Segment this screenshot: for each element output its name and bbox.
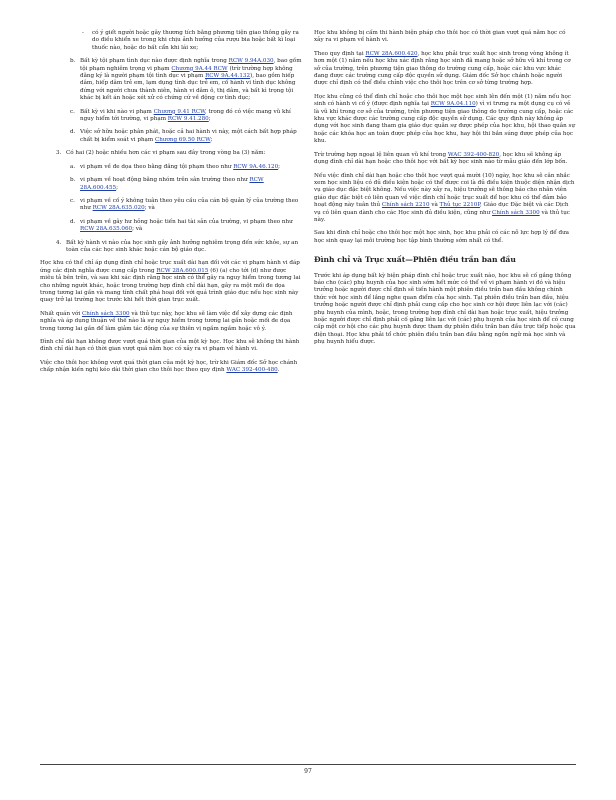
- paragraph-text: Trừ trường hợp ngoại lệ liên quan vũ khí trong: [314, 151, 447, 158]
- list-marker: b.: [70, 58, 76, 65]
- rcw-28a-635-060-link[interactable]: RCW 28A.635.060: [80, 226, 133, 233]
- paragraph: [40, 360, 302, 375]
- list-item-3a: [40, 164, 302, 171]
- footer-divider: [40, 764, 576, 765]
- paragraph: Đình chỉ dài hạn không được vượt quá thời gian của một kỳ học. Học khu sẽ không thi hành đình chỉ dài hạn có thời gian vượt quá năm học có xảy ra vi phạm về hành vi.: [40, 339, 300, 353]
- list-marker: 3.: [56, 150, 62, 157]
- item-3d-text: vi phạm về gây hư hỏng hoặc tiến hai tài sản của trường, vi phạm theo như: [80, 218, 293, 225]
- policy-2210-link[interactable]: Chính sách 2210: [381, 202, 430, 209]
- item-b-text: Bất kỳ tội phạm tình dục nào được định nghĩa trong: [80, 58, 227, 65]
- list-marker: c.: [70, 197, 75, 204]
- item-4-text: Bất kỳ hành vi nào của học sinh gây ảnh hưởng nghiêm trọng đến sức khỏe, sự an toàn của các học sinh khác hoặc cán bộ giáo dục.: [66, 239, 299, 253]
- rcw-9-41-280-link[interactable]: RCW 9.41.280: [167, 116, 209, 123]
- rcw-28a-600-455-link[interactable]: RCW 28A.600.455: [80, 177, 264, 191]
- paragraph-text-2: , học khu sẽ không áp dụng đình chỉ dài hạn hoặc cho thôi học với bất kỳ học sinh nào từ mẫu giáo đến lớp bốn.: [314, 151, 568, 166]
- list-marker: a.: [70, 163, 76, 170]
- list-item-4: [40, 240, 302, 255]
- policy-3300-link[interactable]: Chính sách 3300: [492, 209, 540, 216]
- paragraph-text-2: và: [431, 202, 438, 209]
- chapter-9a-44-link[interactable]: Chương 9A.44 RCW: [171, 65, 228, 72]
- item-c-text-2: , trong đó có việc mang vũ khí nguy hiểm tới trường, vi phạm: [80, 108, 291, 123]
- paragraph-text-2: (6) (a) cho tới (d) như được miêu tả bên trên, và sau khi xác định rằng học sinh có thể gây ra nguy hiểm trong tương lai cho những người khác, hoặc trong trường hợp đình chỉ dài hạn, gây ra một mối đe dọa trong tương lai gần và mang tính chất phá hoại đối với quá trình giáo dục nếu học sinh này quay trở lại trường học trước khi hết thời gian trục xuất.: [40, 267, 301, 304]
- paragraph: [314, 94, 576, 146]
- item-3a-text: vi phạm về đe dọa theo bằng đăng tội phạm theo như: [80, 163, 232, 170]
- list-marker: d.: [70, 218, 76, 225]
- list-marker: c.: [70, 108, 75, 115]
- paragraph-text: Việc cho thôi học không vượt quá thời gian của một kỳ học, trừ khi Giám đốc Sở học chánh chấp nhận kiến nghị kéo dài thời gian cho thôi học theo quy định: [40, 359, 298, 374]
- item-c-text: Bất kỳ vi khi nào vi phạm: [80, 108, 152, 115]
- paragraph-text-2: , học khu phải trục xuất học sinh trong vòng không ít hơn một (1) năm nếu học khu xác định rằng học sinh đã mang hoặc sở hữu vũ khí trong cơ sở của trường, trên phương tiện giao thông do trường cung cấp, hoặc các khu vực khác đang được các trường cung cấp độc quyền sử dụng. Giám đốc Sở học chánh hoặc người được chỉ định có thể điều chỉnh việc cho thôi học trên cơ sở từng trường hợp.: [314, 50, 571, 87]
- chapter-9-41-link[interactable]: Chương 9.41 RCW: [153, 108, 205, 115]
- item-3b-text: vi phạm về hoạt động băng nhóm trên sân trường theo như: [80, 177, 248, 184]
- paragraph: [314, 152, 576, 167]
- rcw-28a-600-015-link[interactable]: RCW 28A.600.015: [156, 267, 209, 274]
- paragraph: Trước khi áp dụng bất kỳ biện pháp đình chỉ hoặc trục xuất nào, học khu sẽ cố gắng thông báo cho (các) phụ huynh của học sinh sớm hết mức có thể về vi phạm hành vi đó và hiệu trưởng hoặc người được chỉ định sẽ tiến hành một phiên điều trần ban đầu không chính thức với học sinh để lắng nghe quan điểm của học sinh. Tại phiên điều trần ban đầu, hiệu trưởng hoặc người được chỉ định phải cung cấp cho học sinh cơ hội được liên lạc với (các) phụ huynh của mình, hoặc, trong trường hợp đình chỉ dài hạn hoặc trục xuất, hiệu trưởng hoặc người được chỉ định phải cố gắng liên lạc với (các) phụ huynh của học sinh để có cung cấp một cơ hội cho các phụ huynh được tham dự phiên điều trần ban đầu trực tiếp hoặc qua điện thoại. Học khu phải tổ chức phiên điều trần ban đầu bằng ngôn ngữ mà học sinh và phụ huynh hiểu được.: [314, 272, 576, 346]
- paragraph: Học khu không bị cấm thi hành biện pháp cho thôi học có thời gian vượt quá năm học có xảy ra vi phạm về hành vi.: [314, 30, 566, 44]
- list-item-3b: [40, 177, 302, 192]
- paragraph-text-2: .: [277, 367, 280, 374]
- item-3-text: Có hai (2) hoặc nhiều hơn các vi phạm sau đây trong vòng ba (3) năm:: [66, 150, 266, 157]
- item-b-text-2: , bao gồm tội phạm nghiêm trọng vi phạm: [80, 58, 302, 72]
- item-3d-text-2: ; và: [132, 226, 143, 233]
- paragraph: [314, 173, 576, 225]
- item-3a-text-2: ;: [278, 163, 281, 170]
- list-item-d: [40, 129, 302, 144]
- wac-392-400-480-link[interactable]: WAC 392-400-480: [226, 367, 278, 374]
- paragraph-text-4: và thủ tục này.: [314, 209, 570, 223]
- list-item-3d: [40, 219, 302, 234]
- item-c-text-3: ;: [208, 116, 211, 123]
- item-d-text: Việc sở hữu hoặc phân phát, hoặc cả hai hành vi này, một cách bất hợp pháp chất bị kiểm soát vi phạm: [80, 129, 297, 143]
- paragraph-text: Học khu cũng có thể đình chỉ hoặc cho thôi học một học sinh lên đến một (1) năm nếu học sinh có hành vi cố ý (được định nghĩa tại: [314, 93, 572, 108]
- paragraph-text: Nếu việc đình chỉ dài hạn hoặc cho thôi học vượt quá mười (10) ngày, học khu sẽ cân nhắc xem học sinh liệu có đủ điều kiện hoặc có thể được coi là đủ điều kiện thuộc diện nhận dịch vụ giáo dục đặc biệt không. Nếu việc này xảy ra, hiệu trưởng sẽ thông báo cho nhân viên giáo dục đặc biệt có liên quan về việc đình chỉ hoặc trục xuất để học khu có thể đảm bảo hoạt động này tuân thủ: [314, 172, 575, 209]
- item-3b-text-2: ;: [116, 184, 118, 191]
- item-b-text-4: ), bao gồm hiếp dâm, hiếp dâm trẻ em, lạm dụng tình dục trẻ em, cố hành vi tình dục không đứng với người chưa thành niên, hành vi dâm ô, thị dâm, và bất kì trọng tội khác bị kết án hoặc xét xử có chứng cứ về động cơ tình dục;: [80, 73, 296, 102]
- item-d-text-2: ;: [210, 136, 213, 143]
- rcw-9a-44-132-link[interactable]: RCW 9A.44.132: [205, 73, 251, 80]
- paragraph-text-3: , Giáo dục Đặc biệt và các Dịch vụ có liên quan dành cho các Học sinh đủ điều kiện, cũng như: [314, 202, 569, 216]
- rcw-28a-635-020-link[interactable]: RCW 28A.635.020: [92, 205, 145, 212]
- paragraph: [40, 311, 302, 333]
- paragraph-text-2: và thủ tục này, học khu sẽ làm việc để xây dựng các định nghĩa và áp dụng thuận về thế nào là sự nguy hiểm trong tương lai gần hoặc mối đe dọa trong tương lai gần để làm giảm tác động của sự thiên vị ngầm ngầm hoặc vô ý.: [40, 310, 293, 332]
- paragraph: [40, 260, 302, 304]
- paragraph: [314, 51, 576, 88]
- item-3c-text: vi phạm về cố ý không tuân theo yêu cầu của cán bộ quản lý của trường theo như: [80, 197, 299, 212]
- rcw-9a-04-110-link[interactable]: RCW 9A.04.110: [430, 101, 476, 108]
- paragraph-text-2: ) vì vi trưng ra một dụng cụ có vẻ là vũ khí trong cơ sở của trường, trên phương tiện giao thông do trường cung cấp, hoặc các khu vực khác được các trường cung cấp độc quyền sử dụng. Các quy định này không áp dụng với học sinh đang tham gia giáo dục quân sự được phép của học khu, hội thao quân sự hoặc các khóa học an toàn được phép của học khu, hay hội thi bắn súng được phép của học khu.: [314, 101, 575, 145]
- dash-list-item: [40, 30, 302, 52]
- paragraph-text: Nhất quán với: [40, 310, 81, 317]
- wac-392-400-820-link[interactable]: WAC 392-400-820: [447, 151, 500, 158]
- rcw-9-94a-030-link[interactable]: RCW 9.94A.030: [228, 58, 274, 65]
- item-3c-text-2: ; và: [144, 205, 155, 212]
- item-b-text-3: (trừ trường hợp không đăng ký là người phạm tội tình dục vi phạm: [80, 65, 293, 80]
- list-item-b: [40, 58, 302, 102]
- list-item-c: [40, 109, 302, 124]
- paragraph-text: Theo quy định tại: [314, 50, 364, 57]
- list-marker: b.: [70, 177, 76, 184]
- page-number: 97: [304, 768, 312, 775]
- list-marker: d.: [70, 129, 76, 136]
- procedure-2210p-link[interactable]: Thủ tục 2210P: [439, 202, 480, 209]
- rcw-28a-600-420-link[interactable]: RCW 28A.600.420: [365, 50, 418, 57]
- section-heading: Đình chỉ và Trục xuất—Phiên điều trần ban đầu: [314, 255, 516, 265]
- chapter-69-50-link[interactable]: Chương 69.50 RCW: [154, 136, 211, 143]
- rcw-9a-46-120-link[interactable]: RCW 9A.46.120: [233, 163, 279, 170]
- list-item-3c: [40, 198, 302, 213]
- policy-3300-link[interactable]: Chính sách 3300: [81, 310, 130, 317]
- list-item-3: [40, 150, 302, 157]
- dash-item-text: có ý giết người hoặc gây thương tích bằng phương tiện giao thông gây ra do điều khiển xe trong khi chịu ảnh hưởng của rượu bia hoặc bất kì loại thuốc nào, hoặc do bất cẩn khi lái xe;: [92, 30, 299, 51]
- list-dash: -: [82, 30, 84, 36]
- right-column: [314, 30, 576, 353]
- left-column: [40, 30, 302, 381]
- paragraph-text: Học khu có thể chỉ áp dụng đình chỉ hoặc trục xuất dài hạn đối với các vi phạm hành vi đáp ứng các định nghĩa được cung cấp trong: [40, 260, 300, 274]
- paragraph: Sau khi đình chỉ hoặc cho thôi học một học sinh, học khu phải có các nỗ lực hợp lý để đưa học sinh quay lại môi trường học tập bình thường sớm nhất có thể.: [314, 230, 570, 244]
- list-marker: 4.: [56, 239, 62, 246]
